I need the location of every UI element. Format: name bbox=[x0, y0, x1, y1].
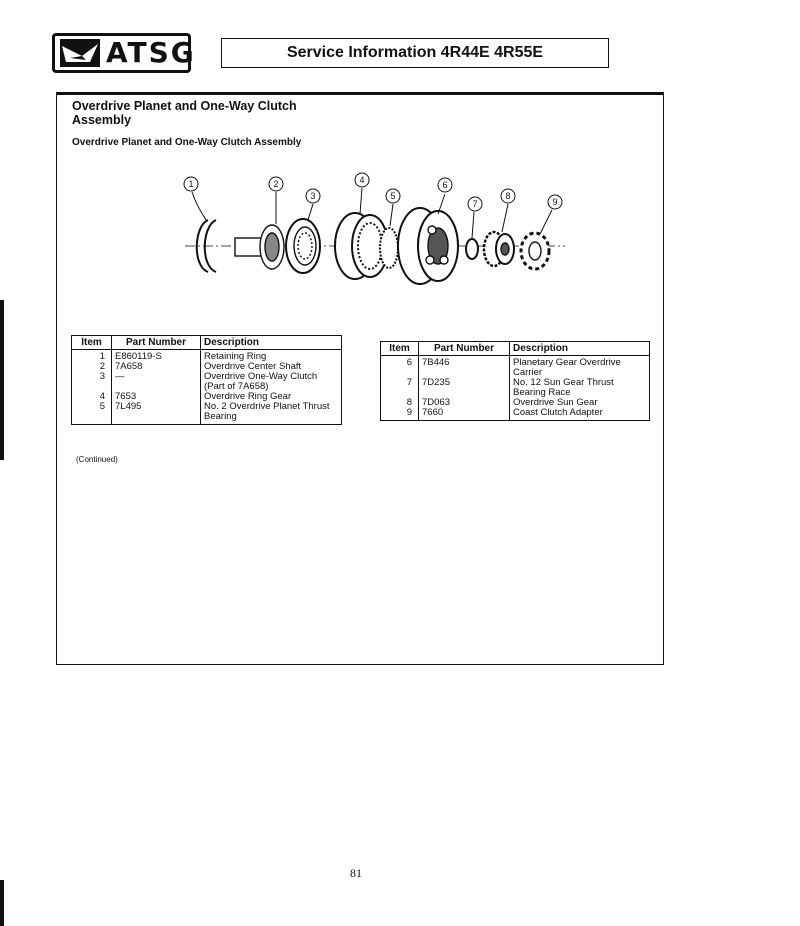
callout-label: 4 bbox=[359, 175, 365, 185]
table-row bbox=[381, 356, 650, 379]
callout-1 bbox=[184, 177, 198, 191]
section-title: Overdrive Planet and One-Way Clutch Assembly bbox=[72, 99, 297, 127]
page-title: Service Information 4R44E 4R55E bbox=[286, 44, 544, 61]
parts-table-left bbox=[71, 335, 342, 425]
parts-table-right bbox=[380, 341, 650, 421]
atsg-wing-icon bbox=[60, 39, 100, 67]
callout-label: 3 bbox=[310, 191, 316, 201]
description-cell: Overdrive Center Shaft bbox=[201, 362, 342, 372]
thrust-race-part bbox=[466, 239, 478, 259]
table-header-row bbox=[72, 336, 342, 350]
description-cell: Planetary Gear Overdrive Carrier bbox=[510, 356, 650, 379]
sun-gear-part bbox=[484, 232, 514, 266]
part-number-cell: — bbox=[112, 372, 201, 392]
callout-label: 1 bbox=[188, 179, 194, 189]
part-number-cell: 7653 bbox=[112, 392, 201, 402]
part-number-cell: E860119-S bbox=[112, 350, 201, 363]
description-cell: Overdrive Ring Gear bbox=[201, 392, 342, 402]
center-shaft-part bbox=[235, 225, 284, 269]
part-number-cell: 7D235 bbox=[419, 378, 510, 398]
description-cell: No. 2 Overdrive Planet Thrust Bearing bbox=[201, 402, 342, 425]
continued-note: (Continued) bbox=[76, 455, 118, 464]
callout-label: 9 bbox=[552, 197, 558, 207]
description-cell: Coast Clutch Adapter bbox=[510, 408, 650, 421]
logo-text: ATSG bbox=[106, 36, 196, 69]
part-number-header: Part Number bbox=[419, 342, 510, 356]
callout-label: 2 bbox=[273, 179, 279, 189]
part-number-header: Part Number bbox=[112, 336, 201, 350]
description-cell: Overdrive Sun Gear bbox=[510, 398, 650, 408]
scan-edge-mark bbox=[0, 880, 4, 926]
scan-edge-mark bbox=[0, 300, 4, 460]
callout-2 bbox=[269, 177, 283, 191]
callout-8 bbox=[501, 189, 515, 203]
page-header bbox=[221, 38, 609, 68]
item-cell: 3 bbox=[72, 372, 112, 392]
callout-label: 5 bbox=[390, 191, 396, 201]
table-row bbox=[72, 402, 342, 425]
table-row bbox=[381, 408, 650, 421]
item-cell: 8 bbox=[381, 398, 419, 408]
callout-4 bbox=[355, 173, 369, 187]
callout-3 bbox=[306, 189, 320, 203]
callout-label: 8 bbox=[505, 191, 511, 201]
section-subtitle: Overdrive Planet and One-Way Clutch Assembly bbox=[72, 137, 302, 148]
part-number-cell: 7D063 bbox=[419, 398, 510, 408]
callout-label: 7 bbox=[472, 199, 478, 209]
callout-6 bbox=[438, 178, 452, 192]
part-number-cell: 7660 bbox=[419, 408, 510, 421]
description-cell: Retaining Ring bbox=[201, 350, 342, 363]
table-row bbox=[381, 378, 650, 398]
item-header: Item bbox=[72, 336, 112, 350]
frame-top-rule bbox=[57, 92, 663, 95]
callout-9 bbox=[548, 195, 562, 209]
part-number-cell: 7L495 bbox=[112, 402, 201, 425]
coast-clutch-adapter-part bbox=[521, 233, 549, 269]
atsg-logo bbox=[52, 33, 196, 73]
callout-7 bbox=[468, 197, 482, 211]
part-number-cell: 7B446 bbox=[419, 356, 510, 379]
item-cell: 7 bbox=[381, 378, 419, 398]
callout-label: 6 bbox=[442, 180, 448, 190]
item-header: Item bbox=[381, 342, 419, 356]
description-cell: No. 12 Sun Gear Thrust Bearing Race bbox=[510, 378, 650, 398]
planetary-carrier-part bbox=[398, 208, 458, 284]
item-cell: 2 bbox=[72, 362, 112, 372]
table-row bbox=[72, 372, 342, 392]
item-cell: 1 bbox=[72, 350, 112, 363]
description-header: Description bbox=[510, 342, 650, 356]
item-cell: 6 bbox=[381, 356, 419, 379]
item-cell: 9 bbox=[381, 408, 419, 421]
thrust-bearing-part bbox=[380, 228, 398, 268]
callout-5 bbox=[386, 189, 400, 203]
page-number: 81 bbox=[350, 866, 362, 880]
one-way-clutch-part bbox=[286, 219, 320, 273]
description-header: Description bbox=[201, 336, 342, 350]
exploded-assembly-diagram bbox=[180, 168, 580, 308]
item-cell: 5 bbox=[72, 402, 112, 425]
item-cell: 4 bbox=[72, 392, 112, 402]
table-header-row bbox=[381, 342, 650, 356]
part-number-cell: 7A658 bbox=[112, 362, 201, 372]
description-cell: Overdrive One-Way Clutch (Part of 7A658) bbox=[201, 372, 342, 392]
